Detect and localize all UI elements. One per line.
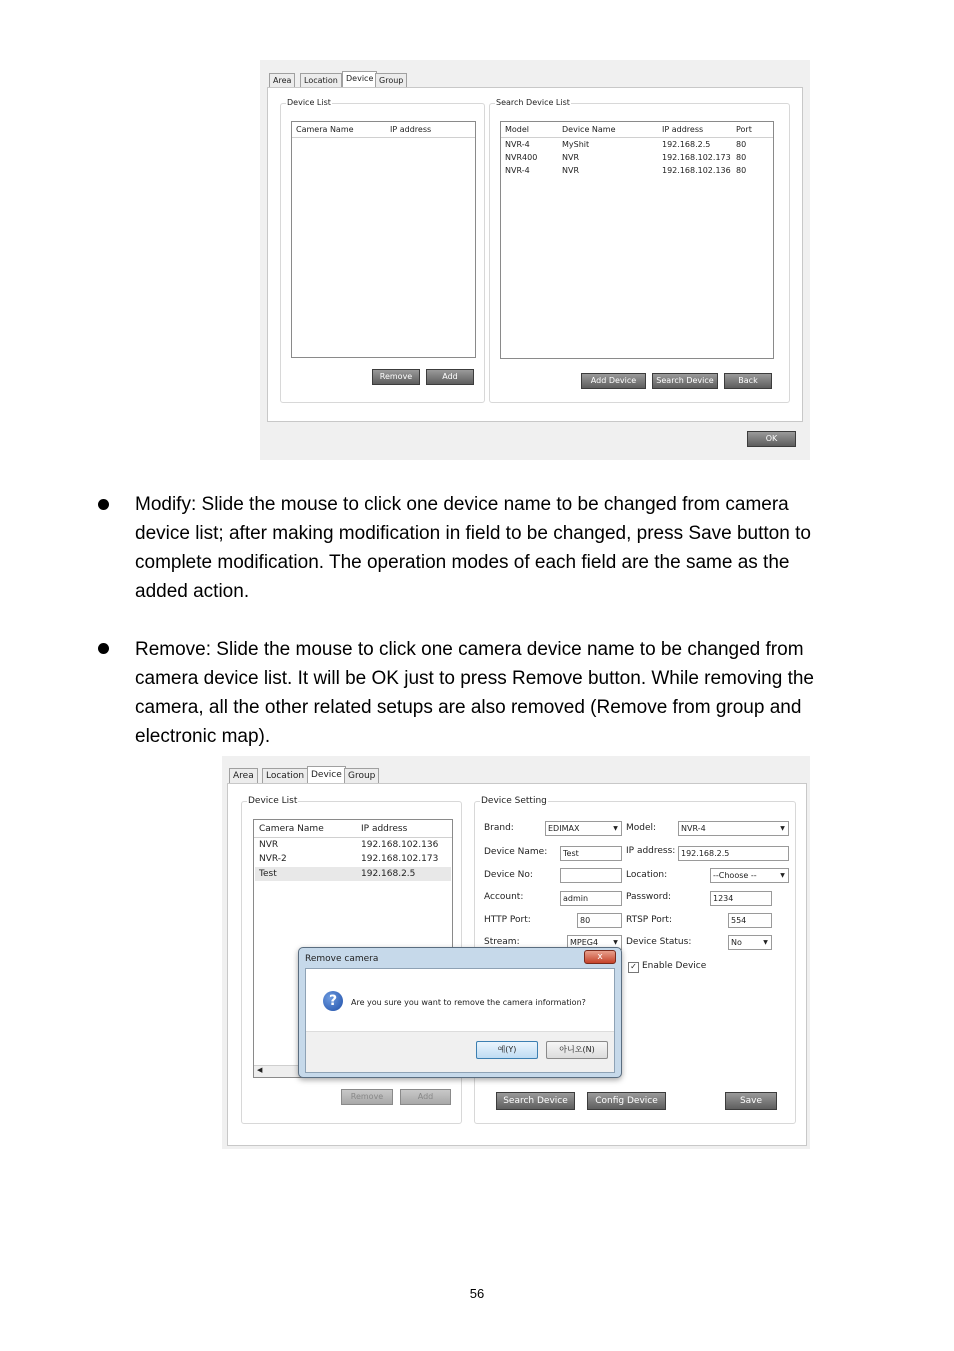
dialog-button-bar — [306, 1031, 614, 1072]
yes-button[interactable]: 예(Y) — [476, 1041, 538, 1059]
save-button[interactable]: Save — [725, 1092, 777, 1110]
table-row-selected[interactable] — [255, 867, 451, 881]
screenshot-device-search — [260, 60, 810, 460]
remove-camera-dialog — [298, 947, 622, 1078]
row-ip-address: 192.168.2.5 — [361, 869, 416, 879]
tab-device[interactable]: Device — [307, 766, 346, 783]
search-device-button[interactable]: Search Device — [652, 373, 718, 389]
text-line: added action. — [135, 581, 250, 602]
text-line: complete modification. The operation modes of each field are the same as the — [135, 552, 790, 573]
row-ip-address: 192.168.102.136 — [662, 166, 731, 175]
password-input[interactable]: 1234 — [710, 891, 772, 906]
no-button[interactable]: 아니오(N) — [546, 1041, 608, 1059]
remove-button[interactable]: Remove — [372, 369, 420, 385]
paragraph-remove — [135, 635, 895, 751]
device-list-header — [292, 122, 475, 138]
row-port: 80 — [736, 140, 747, 149]
device-tab-panel — [267, 87, 803, 422]
http-port-input[interactable]: 80 — [577, 913, 622, 928]
row-ip-address: 192.168.102.173 — [361, 854, 439, 864]
device-list-group — [280, 98, 485, 403]
column-ip-address[interactable]: IP address — [390, 125, 432, 134]
bullet-modify — [98, 499, 109, 510]
column-ip-address[interactable]: IP address — [662, 125, 704, 134]
ip-address-input[interactable]: 192.168.2.5 — [678, 846, 789, 861]
chevron-down-icon: ▼ — [780, 872, 785, 879]
account-label: Account: — [484, 892, 524, 902]
text-line: electronic map). — [135, 726, 271, 747]
remove-button[interactable]: Remove — [341, 1089, 393, 1105]
chevron-down-icon: ▼ — [613, 939, 618, 946]
row-ip-address: 192.168.102.173 — [662, 153, 731, 162]
location-label: Location: — [626, 870, 668, 880]
search-device-table[interactable] — [500, 121, 774, 359]
row-model: NVR400 — [505, 153, 538, 162]
brand-label: Brand: — [484, 823, 514, 833]
enable-device-label: Enable Device — [642, 961, 707, 971]
row-model: NVR-4 — [505, 166, 530, 175]
chevron-down-icon: ▼ — [763, 939, 768, 946]
device-name-input[interactable]: Test — [560, 846, 622, 861]
account-input[interactable]: admin — [560, 891, 622, 906]
http-port-label: HTTP Port: — [484, 915, 531, 925]
location-value: --Choose -- — [713, 871, 757, 880]
row-port: 80 — [736, 166, 747, 175]
ip-address-label: IP address: — [626, 846, 676, 856]
question-icon: ? — [323, 991, 343, 1011]
add-button[interactable]: Add — [400, 1089, 451, 1105]
model-select[interactable] — [678, 821, 789, 836]
ok-button[interactable]: OK — [747, 431, 796, 447]
tab-area[interactable]: Area — [269, 73, 295, 87]
dialog-title: Remove camera — [305, 954, 379, 964]
config-device-button[interactable]: Config Device — [587, 1092, 666, 1110]
tab-device[interactable]: Device — [342, 71, 377, 87]
column-ip-address[interactable]: IP address — [361, 824, 408, 834]
device-list-title: Device List — [287, 98, 331, 107]
text-line: Remove: Slide the mouse to click one camera device name to be changed from — [135, 639, 804, 660]
rtsp-port-label: RTSP Port: — [626, 915, 672, 925]
device-status-value: No — [731, 938, 742, 947]
row-camera-name: NVR — [259, 840, 279, 850]
chevron-down-icon: ▼ — [780, 825, 785, 832]
page-number: 56 — [469, 1286, 485, 1301]
close-button[interactable] — [584, 950, 616, 964]
add-button[interactable]: Add — [426, 369, 474, 385]
row-device-name: MyShit — [562, 140, 590, 149]
search-device-header — [501, 122, 773, 138]
tab-group[interactable]: Group — [375, 73, 407, 87]
password-label: Password: — [626, 892, 672, 902]
device-setting-title: Device Setting — [481, 796, 547, 806]
row-ip-address: 192.168.2.5 — [662, 140, 711, 149]
column-camera-name[interactable]: Camera Name — [296, 125, 354, 134]
model-label: Model: — [626, 823, 657, 833]
location-select[interactable] — [710, 868, 789, 883]
text-line: camera device list. It will be OK just to press Remove button. While removing the — [135, 668, 814, 689]
text-line: Modify: Slide the mouse to click one device name to be changed from camera — [135, 494, 789, 515]
text-line: device list; after making modification in field to be changed, press Save button to — [135, 523, 811, 544]
search-device-button[interactable]: Search Device — [496, 1092, 575, 1110]
device-list-header — [254, 820, 452, 838]
tab-location[interactable]: Location — [300, 73, 342, 87]
bullet-remove — [98, 643, 109, 654]
device-no-input[interactable] — [560, 868, 622, 883]
column-device-name[interactable]: Device Name — [562, 125, 616, 134]
brand-value: EDIMAX — [548, 824, 580, 833]
device-no-label: Device No: — [484, 870, 533, 880]
column-port[interactable]: Port — [736, 125, 752, 134]
screenshot-remove-camera — [222, 756, 810, 1149]
tab-area[interactable]: Area — [229, 768, 258, 783]
row-device-name: NVR — [562, 153, 580, 162]
paragraph-modify — [135, 490, 895, 606]
row-camera-name: NVR-2 — [259, 854, 287, 864]
chevron-down-icon: ▼ — [613, 825, 618, 832]
device-status-label: Device Status: — [626, 937, 692, 947]
stream-label: Stream: — [484, 937, 520, 947]
scroll-left-icon[interactable]: ◀ — [257, 1066, 263, 1074]
close-icon: x — [597, 952, 603, 962]
column-model[interactable]: Model — [505, 125, 530, 134]
search-device-list-group — [489, 98, 790, 403]
device-status-select[interactable] — [728, 935, 772, 950]
row-ip-address: 192.168.102.136 — [361, 840, 439, 850]
rtsp-port-input[interactable]: 554 — [728, 913, 772, 928]
tab-location[interactable]: Location — [262, 768, 308, 783]
column-camera-name[interactable]: Camera Name — [259, 824, 324, 834]
device-name-label: Device Name: — [484, 847, 548, 857]
enable-device-checkbox[interactable]: ✓ — [628, 962, 639, 973]
device-list-title: Device List — [248, 796, 298, 806]
row-port: 80 — [736, 153, 747, 162]
stream-value: MPEG4 — [570, 938, 599, 947]
row-camera-name: Test — [259, 869, 277, 879]
device-list-table[interactable] — [291, 121, 476, 358]
dialog-body — [305, 968, 615, 1073]
back-button[interactable]: Back — [724, 373, 772, 389]
text-line: camera, all the other related setups are also removed (Remove from group and — [135, 697, 802, 718]
row-device-name: NVR — [562, 166, 580, 175]
search-device-list-title: Search Device List — [496, 98, 570, 107]
brand-select[interactable] — [545, 821, 622, 836]
tab-group[interactable]: Group — [344, 768, 379, 783]
row-model: NVR-4 — [505, 140, 530, 149]
add-device-button[interactable]: Add Device — [581, 373, 646, 389]
dialog-message: Are you sure you want to remove the camera information? — [351, 998, 586, 1007]
model-value: NVR-4 — [681, 824, 706, 833]
